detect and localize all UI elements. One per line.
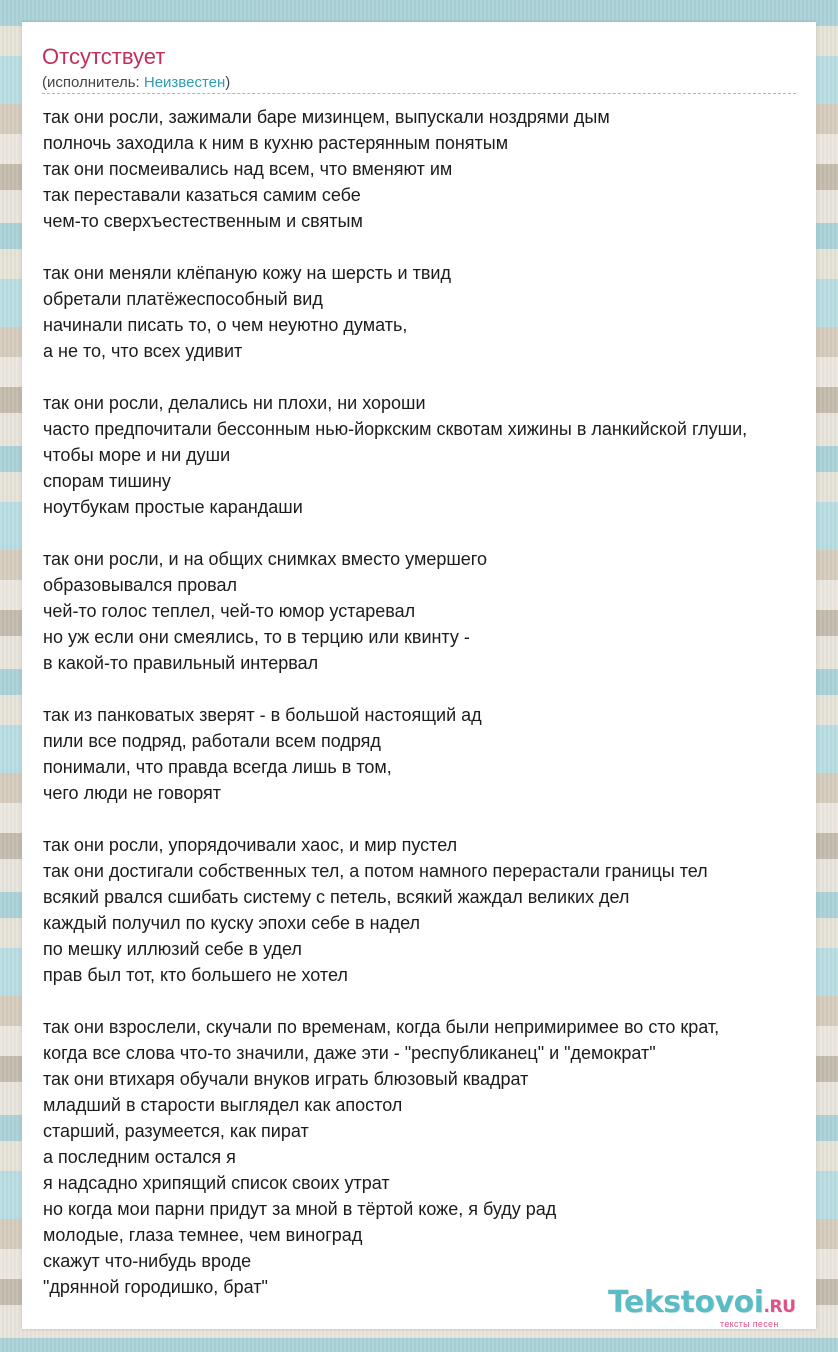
lyric-line: так они меняли клёпаную кожу на шерсть и твид [43,263,451,283]
lyric-line: часто предпочитали бессонным нью-йоркским сквотам хижины в ланкийской глуши, [43,419,748,439]
logo-name: Tekstovoi [608,1285,764,1320]
lyrics-text [43,104,747,1300]
lyric-line: но уж если они смеялись, то в терцию или квинту - [43,627,470,647]
song-title: Отсутствует [42,44,166,69]
lyric-line: в какой-то правильный интервал [43,653,319,673]
lyric-line: чего люди не говорят [43,783,222,803]
lyric-line: обретали платёжеспособный вид [43,289,323,309]
logo-tagline: тексты песен [720,1319,779,1329]
lyric-line: начинали писать то, о чем неуютно думать, [43,315,408,335]
lyric-line: чей-то голос теплел, чей-то юмор устаревал [43,601,416,621]
site-logo[interactable] [608,1285,814,1327]
lyric-line: так из панковатых зверят - в большой настоящий ад [43,705,482,725]
lyric-line: чем-то сверхъестественным и святым [43,211,363,231]
logo-wordmark [608,1285,795,1320]
lyric-line: понимали, что правда всегда лишь в том, [43,757,392,777]
lyric-line: когда все слова что-то значили, даже эти - "республиканец" и "демократ" [43,1043,656,1063]
lyric-line: пили все подряд, работали всем подряд [43,731,381,751]
artist-line [42,74,230,91]
lyric-line: так они посмеивались над всем, что вменяют им [43,159,453,179]
lyrics-card [22,22,816,1329]
title-divider [42,93,796,94]
lyric-line: так они росли, делались ни плохи, ни хороши [43,393,426,413]
lyric-line: ноутбукам простые карандаши [43,497,303,517]
stanza-break [43,806,747,832]
lyric-line: так они взрослели, скучали по временам, когда были непримиримее во сто крат, [43,1017,720,1037]
lyric-line: младший в старости выглядел как апостол [43,1095,403,1115]
stanza-break [43,364,747,390]
lyric-line: по мешку иллюзий себе в удел [43,939,302,959]
lyric-line: так они росли, зажимали баре мизинцем, выпускали ноздрями дым [43,107,610,127]
lyric-line: молодые, глаза темнее, чем виноград [43,1225,363,1245]
lyric-line: полночь заходила к ним в кухню растерянным понятым [43,133,509,153]
lyric-line: прав был тот, кто большего не хотел [43,965,348,985]
lyric-line: чтобы море и ни души [43,445,231,465]
artist-suffix: ) [225,74,231,91]
stanza-break [43,988,747,1014]
lyric-line: а не то, что всех удивит [43,341,243,361]
lyric-line: образовывался провал [43,575,237,595]
lyric-line: так переставали казаться самим себе [43,185,361,205]
artist-link[interactable]: Неизвестен [143,74,226,91]
lyric-line: так они достигали собственных тел, а потом намного перерастали границы тел [43,861,708,881]
lyric-line: а последним остался я [43,1147,236,1167]
lyric-line: "дрянной городишко, брат" [43,1277,268,1297]
lyric-line: но когда мои парни придут за мной в тёртой коже, я буду рад [43,1199,557,1219]
lyric-line: старший, разумеется, как пират [43,1121,309,1141]
stanza-break [43,520,747,546]
logo-tld: .RU [763,1297,796,1317]
lyric-line: каждый получил по куску эпохи себе в надел [43,913,420,933]
stanza-break [43,234,747,260]
lyric-line: скажут что-нибудь вроде [43,1251,252,1271]
stanza-break [43,676,747,702]
lyric-line: всякий рвался сшибать систему с петель, всякий жаждал великих дел [43,887,630,907]
lyric-line: так они росли, упорядочивали хаос, и мир пустел [43,835,458,855]
lyric-line: я надсадно хрипящий список своих утрат [43,1173,390,1193]
artist-prefix: (исполнитель: [42,74,144,91]
lyric-line: спорам тишину [43,471,171,491]
lyric-line: так они втихаря обучали внуков играть блюзовый квадрат [43,1069,529,1089]
lyric-line: так они росли, и на общих снимках вместо умершего [43,549,487,569]
